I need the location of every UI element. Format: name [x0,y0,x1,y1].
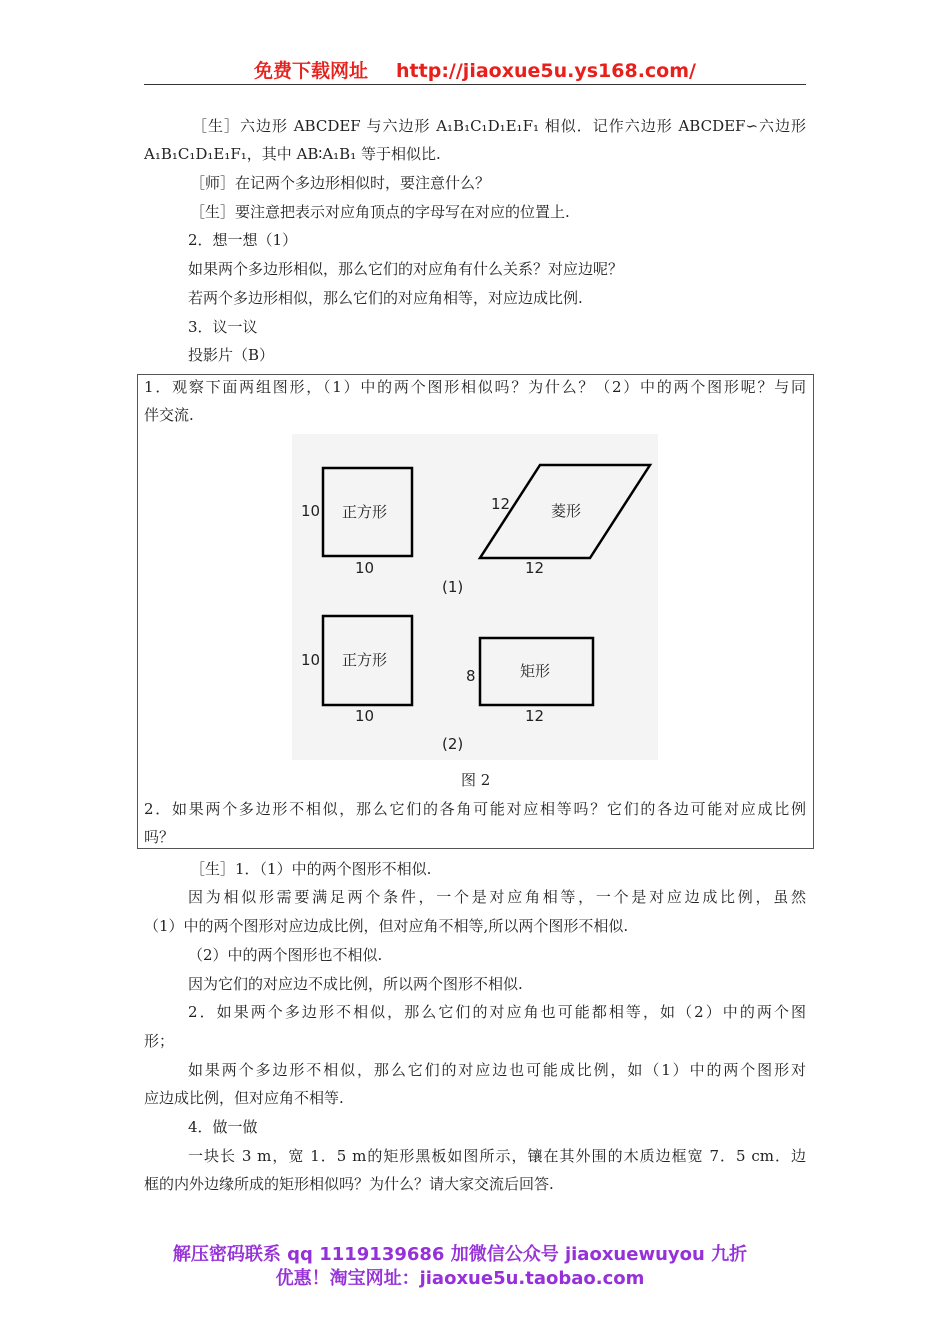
header-title: 免费下载网址 [254,60,369,82]
text-line: 投影片（B） [188,346,275,364]
text-line: ［生］六边形 ABCDEF 与六边形 A₁B₁C₁D₁E₁F₁ 相似．记作六边形 ABCDEF∽六边形 [192,117,806,135]
text-line: A₁B₁C₁D₁E₁F₁，其中 AB∶A₁B₁ 等于相似比. [144,145,441,163]
text-line: 框的内外边缘所成的矩形相似吗？为什么？请大家交流后回答. [144,1175,554,1193]
rect-side-label: 8 [466,667,476,685]
question-1: 1．观察下面两组图形，（1）中的两个图形相似吗？为什么？（2）中的两个图形呢？与同 [144,378,806,396]
text-line: ［生］1．（1）中的两个图形不相似. [190,860,432,878]
text-line: 2．如果两个多边形不相似，那么它们的对应角也可能都相等，如（2）中的两个图 [188,1003,806,1021]
rhombus-bottom-label: 12 [525,559,545,577]
text-line: 如果两个多边形相似，那么它们的对应角有什么关系？对应边呢？ [188,260,624,278]
question-2: 2．如果两个多边形不相似，那么它们的各角可能对应相等吗？它们的各边可能对应成比例 [144,800,806,818]
figure-caption: 图 2 [461,771,491,789]
question-2-cont: 吗？ [144,828,175,846]
text-line: 若两个多边形相似，那么它们的对应角相等，对应边成比例. [188,289,583,307]
header-url[interactable]: http://jiaoxue5u.ys168.com/ [396,60,696,82]
rect-label: 矩形 [520,662,551,680]
text-line: 4．做一做 [188,1118,258,1136]
square-2-label: 正方形 [342,651,388,669]
group-1-label: (1) [442,578,464,596]
figure-2 [292,434,658,760]
text-line: （2）中的两个图形也不相似. [188,946,383,964]
square-1-bottom-label: 10 [355,559,375,577]
rect-bottom-label: 12 [525,707,545,725]
header-rule [144,84,806,85]
square-2-bottom-label: 10 [355,707,375,725]
text-line: 形； [144,1032,175,1050]
text-line: 一块长 3 m，宽 1．5 m的矩形黑板如图所示，镶在其外围的木质边框宽 7．5 cm．边 [188,1147,806,1165]
square-2-side-label: 10 [301,651,321,669]
group-2-label: (2) [442,735,464,753]
rhombus-label: 菱形 [551,502,582,520]
text-line: （1）中的两个图形对应边成比例，但对应角不相等,所以两个图形不相似. [144,917,629,935]
text-line: 如果两个多边形不相似，那么它们的对应边也可能成比例，如（1）中的两个图形对 [188,1061,806,1079]
text-line: ［生］要注意把表示对应角顶点的字母写在对应的位置上. [190,203,570,221]
text-line: ［师］在记两个多边形相似时，要注意什么？ [190,174,491,192]
rhombus-side-label: 12 [491,495,511,513]
text-line: 3．议一议 [188,318,258,336]
text-line: 因为相似形需要满足两个条件，一个是对应角相等，一个是对应边成比例，虽然 [188,888,806,906]
square-1-side-label: 10 [301,502,321,520]
footer-line-1: 解压密码联系 qq 1119139686 加微信公众号 jiaoxuewuyou 九折 [172,1244,748,1265]
square-1-label: 正方形 [342,503,388,521]
text-line: 因为它们的对应边不成比例，所以两个图形不相似. [188,975,523,993]
text-line: 应边成比例，但对应角不相等. [144,1089,344,1107]
page-header [0,56,950,83]
text-line: 2．想一想（1） [188,231,298,249]
footer-line-2: 优惠！淘宝网址：jiaoxue5u.taobao.com [275,1268,645,1289]
question-1-cont: 伴交流. [144,406,194,424]
